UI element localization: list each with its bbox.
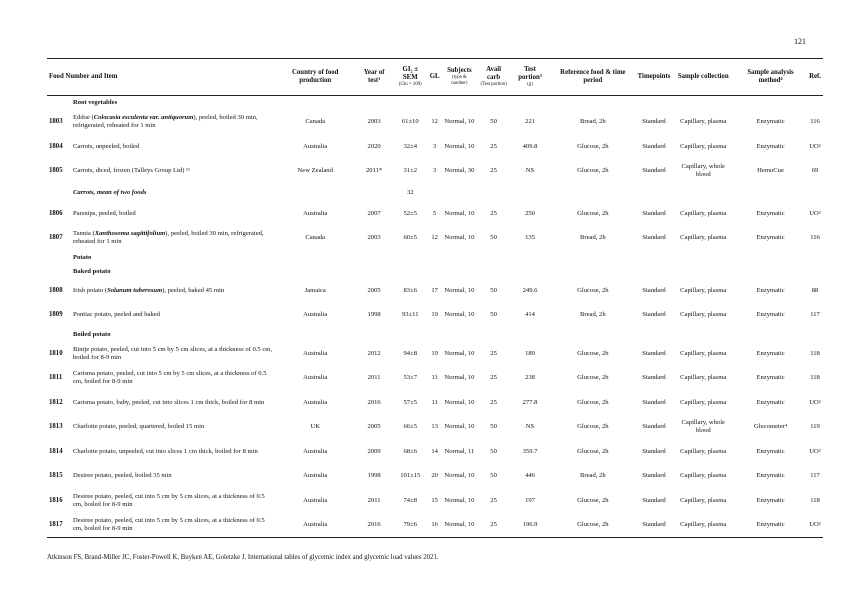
country-cell: Australia xyxy=(303,311,328,319)
portion-cell: 221 xyxy=(525,118,535,126)
ref-cell: 69 xyxy=(811,167,819,175)
ref-cell: UO² xyxy=(809,398,821,406)
ref-cell: 118 xyxy=(810,349,820,357)
gi-cell: 53±7 xyxy=(403,374,418,382)
scientific-name: Colocasia esculenta var. antiquorum xyxy=(93,114,194,122)
section-boiled-potato: Boiled potato xyxy=(73,330,111,338)
portion-cell: 359.7 xyxy=(522,447,538,455)
table-row xyxy=(47,513,823,538)
timepoints-cell: Standard xyxy=(642,398,666,406)
collection-cell: Capillary, plasma xyxy=(680,472,727,480)
table-row xyxy=(47,226,823,251)
country-cell: Australia xyxy=(275,513,355,538)
header-gl: GL xyxy=(428,59,442,96)
gi-cell: 52±5 xyxy=(403,209,418,217)
header-carb xyxy=(477,59,510,96)
gi-cell: 74±8 xyxy=(403,496,418,504)
page-number: 121 xyxy=(794,37,806,46)
table-row xyxy=(47,440,823,465)
collection-cell: Capillary, whole blood xyxy=(681,163,725,179)
table-row xyxy=(47,464,823,489)
header-country: Country of food production xyxy=(275,59,355,96)
subjects-cell: Normal, 10 xyxy=(444,286,475,294)
gi-cell: 60±5 xyxy=(403,234,418,242)
food-number: 1816 xyxy=(49,496,63,504)
food-item: Carrots, diced, frozen (Talleys Group Ltd) ¹¹ xyxy=(73,167,191,175)
portion-cell: 196.9 xyxy=(510,513,550,538)
header-food-number-item: Food Number and Item xyxy=(47,59,275,96)
year-cell: 2011 xyxy=(367,496,381,504)
portion-cell: 238 xyxy=(525,374,535,382)
portion-cell: 409.8 xyxy=(522,142,538,150)
gi-cell: 66±5 xyxy=(403,423,418,431)
header-subjects-label: Subjects xyxy=(447,67,472,75)
collection-cell: Capillary, plasma xyxy=(680,234,727,242)
method-cell: Enzymatic xyxy=(734,513,807,538)
scientific-name: Solanum tuberosum xyxy=(107,286,163,294)
reference-cell: Glucose, 2h xyxy=(577,286,609,294)
country-cell: UK xyxy=(310,423,320,431)
food-item: Tannia (Xanthosoma sagittifolium), peeled, boiled 30 min, refrigerated, reheated for 1 min xyxy=(73,230,264,246)
method-cell: Glucometer⁴ xyxy=(753,423,788,431)
timepoints-cell: Standard xyxy=(636,513,673,538)
ref-cell: 119 xyxy=(810,423,820,431)
gl-cell: 19 xyxy=(431,349,438,357)
timepoints-cell: Standard xyxy=(642,472,666,480)
ref-cell: 116 xyxy=(810,118,820,126)
collection-cell: Capillary, plasma xyxy=(680,496,727,504)
carb-cell: 50 xyxy=(490,234,497,242)
table-row xyxy=(47,159,823,184)
subjects-cell: Normal, 10 xyxy=(444,118,475,126)
year-cell: 2003 xyxy=(367,118,381,126)
gl-cell: 14 xyxy=(431,447,438,455)
food-number: 1805 xyxy=(49,167,63,175)
table-row xyxy=(47,366,823,391)
year-cell: 2011 xyxy=(367,374,381,382)
gi-cell: 57±5 xyxy=(403,398,418,406)
food-number: 1811 xyxy=(49,374,63,382)
carb-cell: 50 xyxy=(490,472,497,480)
subjects-cell: Normal, 10 xyxy=(444,496,475,504)
gl-cell: 3 xyxy=(432,142,437,150)
country-cell: Australia xyxy=(303,349,328,357)
carb-cell: 50 xyxy=(490,447,497,455)
food-number: 1815 xyxy=(49,472,63,480)
collection-cell: Capillary, plasma xyxy=(680,398,727,406)
table-row xyxy=(47,415,823,440)
ref-cell: 117 xyxy=(810,472,820,480)
year-cell: 2003 xyxy=(367,234,381,242)
food-item: Eddoe (Colocasia esculenta var. antiquorum), peeled, boiled 30 min, refrigerated, reheated for 1 min xyxy=(73,114,258,130)
section-row xyxy=(47,96,823,111)
subjects-cell: Normal, 10 xyxy=(444,234,475,242)
reference-cell: Bread, 2h xyxy=(580,234,606,242)
collection-cell: Capillary, plasma xyxy=(680,209,727,217)
year-cell: 2012 xyxy=(367,349,381,357)
header-subjects xyxy=(442,59,478,96)
food-number: 1806 xyxy=(49,209,63,217)
method-cell: Enzymatic xyxy=(756,234,785,242)
header-subjects-sub: (type & number) xyxy=(451,75,468,87)
food-item: Pontiac potato, peeled and baked xyxy=(73,311,160,319)
subjects-cell: Normal, 10 xyxy=(444,311,475,319)
method-cell: Enzymatic xyxy=(756,374,785,382)
country-cell: Australia xyxy=(303,447,328,455)
timepoints-cell: Standard xyxy=(642,423,666,431)
subjects-cell: Normal, 10 xyxy=(444,472,475,480)
food-item: Irish potato (Solanum tuberosum), peeled, baked 45 min xyxy=(73,286,225,294)
carb-cell: 25 xyxy=(490,374,497,382)
food-number: 1812 xyxy=(49,398,63,406)
carb-cell: 50 xyxy=(490,311,497,319)
year-cell: 2005 xyxy=(367,286,381,294)
subjects-cell: Normal, 10 xyxy=(444,209,475,217)
country-cell: Jamaica xyxy=(304,286,326,294)
header-method: Sample analysis method⁴ xyxy=(734,59,807,96)
gi-cell: 93±11 xyxy=(401,311,419,319)
subjects-cell: Normal, 11 xyxy=(444,447,475,455)
ref-cell: UO² xyxy=(809,447,821,455)
collection-cell: Capillary, plasma xyxy=(680,311,727,319)
food-item: Carisma potato, baby, peeled, cut into slices 1 cm thick, boiled for 8 min xyxy=(73,398,265,406)
food-item: Bintje potato, peeled, cut into 5 cm by 5 cm slices, at a thickness of 0.5 cm, boiled for 8-9 min xyxy=(73,345,273,361)
timepoints-cell: Standard xyxy=(642,447,666,455)
collection-cell: Capillary, plasma xyxy=(672,513,734,538)
subjects-cell: Normal, 10 xyxy=(444,142,475,150)
year-cell: 2016 xyxy=(355,513,392,538)
header-year: Year of test¹ xyxy=(355,59,392,96)
header-collection: Sample collection xyxy=(672,59,734,96)
gl-cell: 3 xyxy=(432,167,437,175)
table-row xyxy=(47,279,823,304)
collection-cell: Capillary, whole blood xyxy=(681,419,725,435)
collection-cell: Capillary, plasma xyxy=(680,349,727,357)
food-number: 1814 xyxy=(49,447,63,455)
collection-cell: Capillary, plasma xyxy=(680,118,727,126)
mean-gi-cell: 32 xyxy=(406,188,414,196)
ref-cell: 116 xyxy=(810,234,820,242)
timepoints-cell: Standard xyxy=(642,167,666,175)
gi-cell: 83±6 xyxy=(403,286,418,294)
table-row xyxy=(47,489,823,514)
method-cell: Enzymatic xyxy=(756,447,785,455)
carb-cell: 25 xyxy=(490,398,497,406)
ref-cell: 88 xyxy=(811,286,819,294)
section-potato: Potato xyxy=(73,253,92,261)
timepoints-cell: Standard xyxy=(642,142,666,150)
carb-cell: 25 xyxy=(490,142,497,150)
gl-cell: 5 xyxy=(432,209,437,217)
year-cell: 1998 xyxy=(367,472,381,480)
food-number: 1803 xyxy=(49,118,63,126)
timepoints-cell: Standard xyxy=(642,286,666,294)
method-cell: Enzymatic xyxy=(756,472,785,480)
gi-table xyxy=(47,58,823,538)
header-portion-label: Test portion³ xyxy=(518,65,542,82)
gl-cell: 20 xyxy=(431,472,438,480)
method-cell: Enzymatic xyxy=(756,209,785,217)
portion-cell: 249.6 xyxy=(522,286,538,294)
food-number: 1804 xyxy=(49,142,63,150)
method-cell: HemoCue xyxy=(757,167,784,175)
collection-cell: Capillary, plasma xyxy=(680,374,727,382)
gl-cell: 15 xyxy=(431,496,438,504)
reference-cell: Glucose, 2h xyxy=(577,447,609,455)
gi-cell: 101±15 xyxy=(400,472,421,480)
year-cell: 1998 xyxy=(367,311,381,319)
reference-cell: Glucose, 2h xyxy=(577,423,609,431)
ref-cell: 118 xyxy=(810,374,820,382)
food-number: 1808 xyxy=(49,286,63,294)
ref-cell: UO² xyxy=(809,209,821,217)
timepoints-cell: Standard xyxy=(642,118,666,126)
food-item: Parsnips, peeled, boiled xyxy=(73,209,136,217)
section-row xyxy=(47,251,823,265)
header-portion-sub: (g) xyxy=(527,82,533,88)
food-item: Desiree potato, peeled, cut into 5 cm by 5 cm slices, at a thickness of 0.5 cm, boiled for 8-9 min xyxy=(71,513,275,538)
header-carb-sub: (Test portion) xyxy=(480,82,507,88)
carb-cell: 50 xyxy=(490,286,497,294)
subjects-cell: Normal, 10 xyxy=(444,374,475,382)
carb-cell: 25 xyxy=(490,209,497,217)
food-item: Desiree potato, peeled, cut into 5 cm by 5 cm slices, at a thickness of 0.5 cm, boiled for 8-9 min xyxy=(73,492,265,508)
food-item: Charlotte potato, unpeeled, cut into slices 1 cm thick, boiled for 8 min xyxy=(73,447,258,455)
subjects-cell: Normal, 10 xyxy=(444,423,475,431)
reference-cell: Glucose, 2h xyxy=(577,349,609,357)
gi-cell: 61±10 xyxy=(401,118,419,126)
portion-cell: 189 xyxy=(525,349,535,357)
header-portion xyxy=(510,59,550,96)
method-cell: Enzymatic xyxy=(756,118,785,126)
timepoints-cell: Standard xyxy=(642,374,666,382)
section-root-vegetables: Root vegetables xyxy=(73,99,118,107)
year-cell: 2011* xyxy=(366,167,383,175)
portion-cell: 277.8 xyxy=(522,398,538,406)
gi-cell: 68±6 xyxy=(403,447,418,455)
reference-cell: Bread, 2h xyxy=(580,311,606,319)
method-cell: Enzymatic xyxy=(756,496,785,504)
method-cell: Enzymatic xyxy=(756,398,785,406)
reference-cell: Glucose, 2h xyxy=(577,496,609,504)
food-item: Carrots, unpeeled, boiled xyxy=(73,142,140,150)
gl-cell: 12 xyxy=(431,234,438,242)
timepoints-cell: Standard xyxy=(642,496,666,504)
year-cell: 2020 xyxy=(367,142,381,150)
food-number: 1813 xyxy=(49,423,63,431)
table-row xyxy=(47,202,823,227)
gl-cell: 17 xyxy=(431,286,438,294)
table-row xyxy=(47,110,823,135)
subjects-cell: Normal, 10 xyxy=(442,513,478,538)
timepoints-cell: Standard xyxy=(642,209,666,217)
gl-cell: 11 xyxy=(431,398,438,406)
country-cell: Australia xyxy=(303,209,328,217)
country-cell: Australia xyxy=(303,472,328,480)
header-timepoints: Timepoints xyxy=(636,59,673,96)
mean-row xyxy=(47,184,823,202)
table-row xyxy=(47,135,823,160)
gl-cell: 13 xyxy=(431,423,438,431)
reference-cell: Glucose, 2h xyxy=(577,167,609,175)
ref-cell: 118 xyxy=(810,496,820,504)
gi-cell: 31±2 xyxy=(403,167,418,175)
citation-footer: Atkinson FS, Brand-Miller JC, Foster-Powell K, Buyken AE, Goletzke J. International tables of glycemic index and glycemic load values 2021. xyxy=(47,554,439,561)
gl-cell: 19 xyxy=(431,311,438,319)
food-item: Desiree potato, peeled, boiled 35 min xyxy=(73,472,172,480)
country-cell: Australia xyxy=(303,496,328,504)
carb-cell: 25 xyxy=(490,167,497,175)
portion-cell: 414 xyxy=(525,311,535,319)
subjects-cell: Normal, 10 xyxy=(444,349,475,357)
portion-cell: NS xyxy=(525,423,535,431)
section-row xyxy=(47,265,823,279)
timepoints-cell: Standard xyxy=(642,311,666,319)
carb-cell: 25 xyxy=(490,496,497,504)
carb-cell: 50 xyxy=(490,423,497,431)
header-reference: Reference food & time period xyxy=(550,59,636,96)
header-carb-label: Avail carb xyxy=(486,65,502,82)
year-cell: 2007 xyxy=(367,209,381,217)
carb-cell: 25 xyxy=(477,513,510,538)
reference-cell: Bread, 2h xyxy=(580,118,606,126)
table-row xyxy=(47,303,823,328)
method-cell: Enzymatic xyxy=(756,311,785,319)
carb-cell: 25 xyxy=(490,349,497,357)
table-header-row xyxy=(47,59,823,96)
food-number: 1807 xyxy=(49,234,63,242)
country-cell: Canada xyxy=(305,234,326,242)
reference-cell: Glucose, 2h xyxy=(550,513,636,538)
collection-cell: Capillary, plasma xyxy=(680,142,727,150)
reference-cell: Bread, 2h xyxy=(580,472,606,480)
food-number: 1809 xyxy=(49,311,63,319)
gi-cell: 79±6 xyxy=(393,513,428,538)
header-gi xyxy=(393,59,428,96)
gl-cell: 16 xyxy=(428,513,442,538)
portion-cell: 197 xyxy=(525,496,535,504)
country-cell: Australia xyxy=(303,374,328,382)
country-cell: Australia xyxy=(303,398,328,406)
header-ref: Ref. xyxy=(807,59,823,96)
gl-cell: 11 xyxy=(431,374,438,382)
header-gi-label: GI₂ ± SEM xyxy=(402,65,418,82)
timepoints-cell: Standard xyxy=(642,234,666,242)
portion-cell: 250 xyxy=(525,209,535,217)
method-cell: Enzymatic xyxy=(756,142,785,150)
ref-cell: UO² xyxy=(809,142,821,150)
year-cell: 2005 xyxy=(367,423,381,431)
food-item: Carisma potato, peeled, cut into 5 cm by 5 cm slices, at a thickness of 0.5 cm, boiled for 8-9 min xyxy=(73,370,267,386)
table-row xyxy=(47,391,823,416)
collection-cell: Capillary, plasma xyxy=(680,286,727,294)
gi-cell: 32±4 xyxy=(403,142,418,150)
gl-cell: 12 xyxy=(431,118,438,126)
reference-cell: Glucose, 2h xyxy=(577,374,609,382)
reference-cell: Glucose, 2h xyxy=(577,209,609,217)
subjects-cell: Normal, 10 xyxy=(444,398,475,406)
ref-cell: 117 xyxy=(810,311,820,319)
country-cell: New Zealand xyxy=(297,167,333,175)
section-baked-potato: Baked potato xyxy=(73,267,111,275)
header-gi-sub: (Glu = 100) xyxy=(398,82,422,88)
method-cell: Enzymatic xyxy=(756,349,785,357)
food-number: 1810 xyxy=(49,349,63,357)
section-row xyxy=(47,328,823,342)
portion-cell: 446 xyxy=(525,472,535,480)
food-number: 1817 xyxy=(47,513,71,538)
reference-cell: Glucose, 2h xyxy=(577,142,609,150)
gi-cell: 94±8 xyxy=(403,349,418,357)
carb-cell: 50 xyxy=(490,118,497,126)
collection-cell: Capillary, plasma xyxy=(680,447,727,455)
mean-label: Carrots, mean of two foods xyxy=(73,188,147,196)
scientific-name: Xanthosoma sagittifolium xyxy=(94,230,166,238)
reference-cell: Glucose, 2h xyxy=(577,398,609,406)
portion-cell: 135 xyxy=(525,234,535,242)
food-item: Charlotte potato, peeled, quartered, boiled 15 min xyxy=(73,423,205,431)
country-cell: Australia xyxy=(303,142,328,150)
year-cell: 2016 xyxy=(367,398,381,406)
portion-cell: NS xyxy=(525,167,535,175)
year-cell: 2009 xyxy=(367,447,381,455)
method-cell: Enzymatic xyxy=(756,286,785,294)
ref-cell: UO² xyxy=(807,513,823,538)
table-row xyxy=(47,342,823,367)
subjects-cell: Normal, 30 xyxy=(444,167,475,175)
country-cell: Canada xyxy=(305,118,326,126)
timepoints-cell: Standard xyxy=(642,349,666,357)
